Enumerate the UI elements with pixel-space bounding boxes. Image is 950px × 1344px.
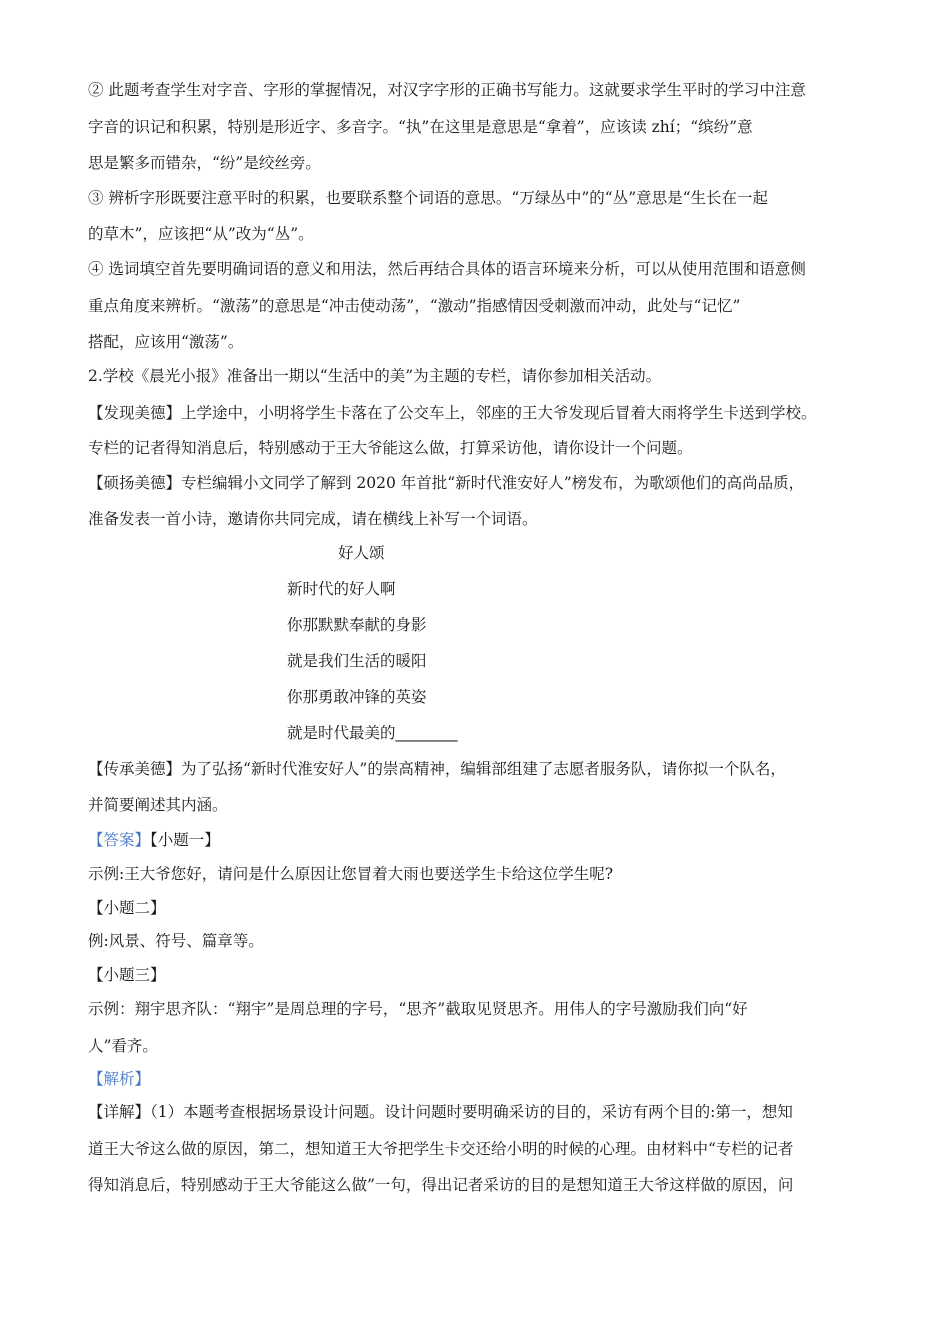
text-line: 【硕扬美德】专栏编辑小文同学了解到 2020 年首批“新时代淮安好人”榜发布，为歌颂他们的高尚品质， (88, 474, 805, 492)
sub-question-label: 【小题三】 (88, 966, 166, 984)
question-2-heading: 2.学校《晨光小报》准备出一期以“生活中的美”为主题的专栏，请你参加相关活动。 (88, 367, 662, 385)
poem-line: 新时代的好人啊 (287, 580, 396, 598)
text-line: 思是繁多而错杂，“纷”是绞丝旁。 (88, 154, 321, 172)
text-line: 道王大爷这么做的原因，第二，想知道王大爷把学生卡交还给小明的时候的心理。由材料中“专栏的记者 (88, 1140, 794, 1158)
explanation-line-3: ③ 辨析字形既要注意平时的积累，也要联系整个词语的意思。“万绿丛中”的“丛”意思是“生长在一起 (88, 189, 769, 207)
text-line: 字音的识记和积累，特别是形近字、多音字。“执”在这里是意思是“拿着”，应该读 zhí；“缤纷”意 (88, 118, 753, 136)
text-line: 示例：翔宇思齐队：“翔宇”是周总理的字号，“思齐”截取见贤思齐。用伟人的字号激励我们向“好 (88, 1000, 748, 1018)
poem-line: 你那勇敢冲锋的英姿 (287, 688, 427, 706)
text-line: 【传承美德】为了弘扬“新时代淮安好人”的崇高精神，编辑部组建了志愿者服务队，请你拟一个队名， (88, 760, 786, 778)
text-line: 专栏的记者得知消息后，特别感动于王大爷能这么做，打算采访他，请你设计一个问题。 (88, 439, 693, 457)
text-line: 重点角度来辨析。“激荡”的意思是“冲击使动荡”，“激动”指感情因受刺激而冲动，此处与“记忆” (88, 297, 741, 315)
poem-line: 你那默默奉献的身影 (287, 616, 427, 634)
text-line: 得知消息后，特别感动于王大爷能这么做”一句，得出记者采访的目的是想知道王大爷这样做的原因，问 (88, 1176, 794, 1194)
poem-title: 好人颂 (338, 544, 385, 562)
text-line: 的草木”，应该把“从”改为“丛”。 (88, 225, 314, 243)
text-line: 并简要阐述其内涵。 (88, 796, 228, 814)
text-line: 【详解】（1）本题考查根据场景设计问题。设计问题时要明确采访的目的，采访有两个目的:第一，想知 (88, 1103, 793, 1121)
answer-heading (88, 830, 220, 850)
text-line: 搭配，应该用“激荡”。 (88, 333, 244, 351)
text-line: 【发现美德】上学途中，小明将学生卡落在了公交车上，邻座的王大爷发现后冒着大雨将学生卡送到学校。 (88, 404, 817, 422)
poem-line: 就是我们生活的暖阳 (287, 652, 427, 670)
poem-line: 就是时代最美的________ (287, 724, 458, 742)
text-line: 示例:王大爷您好，请问是什么原因让您冒着大雨也要送学生卡给这位学生呢? (88, 865, 614, 883)
analysis-label: 【解析】 (88, 1070, 151, 1088)
text-line: 例:风景、符号、篇章等。 (88, 932, 264, 950)
explanation-line-4: ④ 选词填空首先要明确词语的意义和用法，然后再结合具体的语言环境来分析，可以从使用范围和语意侧 (88, 260, 806, 278)
answer-sub-label: 【小题一】 (150, 831, 220, 849)
text-line: 人”看齐。 (88, 1037, 158, 1055)
explanation-line-2: ② 此题考查学生对字音、字形的掌握情况，对汉字字形的正确书写能力。这就要求学生平时的学习中注意 (88, 81, 806, 99)
answer-label: 【答案】 (88, 831, 151, 849)
text-line: 准备发表一首小诗，邀请你共同完成，请在横线上补写一个词语。 (88, 510, 538, 528)
sub-question-label: 【小题二】 (88, 899, 166, 917)
